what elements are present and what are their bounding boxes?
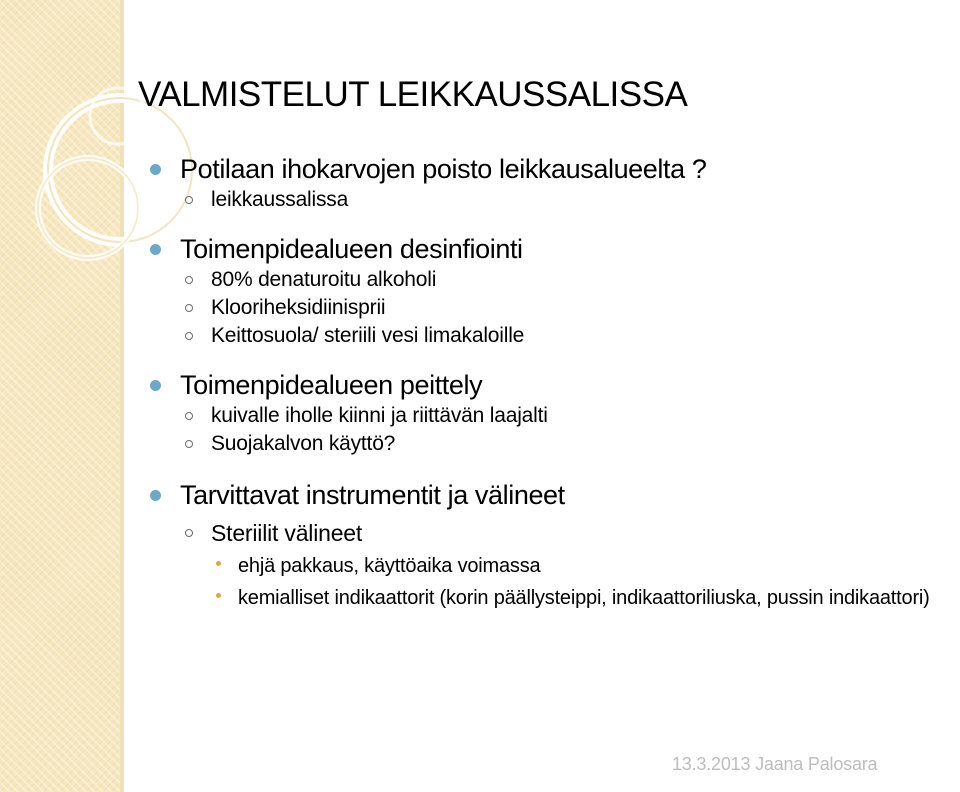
subbullet-protective-film xyxy=(138,430,958,458)
bullet-text: Potilaan ihokarvojen poisto leikkausalueelta ? xyxy=(180,154,707,184)
ring-bullet-icon xyxy=(185,276,193,284)
slide-footer: 13.3.2013 Jaana Palosara xyxy=(672,754,878,774)
subbullet-text: Steriilit välineet xyxy=(211,520,363,546)
subbullet-saline xyxy=(138,322,958,350)
dot-bullet-icon xyxy=(216,561,221,566)
slide-content xyxy=(138,152,958,611)
subbullet-sterile-tools xyxy=(138,518,958,549)
dot-bullet-icon xyxy=(216,593,221,598)
subbullet-operating-room xyxy=(138,186,958,214)
subbullet-alcohol xyxy=(138,266,958,294)
side-decoration-band xyxy=(0,0,120,792)
subbullet-text: Suojakalvon käyttö? xyxy=(211,432,396,455)
subbullet-text: kuivalle iholle kiinni ja riittävän laajalti xyxy=(211,404,548,427)
subbullet-text: 80% denaturoitu alkoholi xyxy=(211,268,437,291)
side-band-edge xyxy=(120,0,124,792)
subbullet-text: leikkaussalissa xyxy=(211,188,349,211)
bullet-instruments xyxy=(138,478,958,512)
ring-bullet-icon xyxy=(185,196,193,204)
subsubbullet-chemical-indicators xyxy=(138,585,958,611)
bullet-icon xyxy=(150,380,161,391)
bullet-disinfection xyxy=(138,232,958,266)
ring-bullet-icon xyxy=(185,304,193,312)
bullet-icon xyxy=(150,490,161,501)
subbullet-text: Keittosuola/ steriili vesi limakaloille xyxy=(211,324,525,347)
subbullet-text: Klooriheksidiinisprii xyxy=(211,296,386,319)
subbullet-chlorhexidine xyxy=(138,294,958,322)
bullet-icon xyxy=(150,164,161,175)
bullet-draping xyxy=(138,368,958,402)
slide-title: VALMISTELUT LEIKKAUSSALISSA xyxy=(138,75,688,114)
subsubbullet-intact-package xyxy=(138,553,958,579)
ring-bullet-icon xyxy=(185,412,193,420)
bullet-text: Toimenpidealueen desinfiointi xyxy=(180,234,523,264)
bullet-text: Tarvittavat instrumentit ja välineet xyxy=(180,480,565,510)
subsubbullet-text: kemialliset indikaattorit (korin päällysteippi, indikaattoriliuska, pussin indikaattori) xyxy=(238,587,930,609)
ring-bullet-icon xyxy=(185,332,193,340)
subbullet-dry-skin xyxy=(138,402,958,430)
bullet-text: Toimenpidealueen peittely xyxy=(180,370,483,400)
ring-bullet-icon xyxy=(185,529,193,537)
bullet-icon xyxy=(150,244,161,255)
ring-bullet-icon xyxy=(185,440,193,448)
subsubbullet-text: ehjä pakkaus, käyttöaika voimassa xyxy=(238,555,541,577)
bullet-hair-removal xyxy=(138,152,958,186)
